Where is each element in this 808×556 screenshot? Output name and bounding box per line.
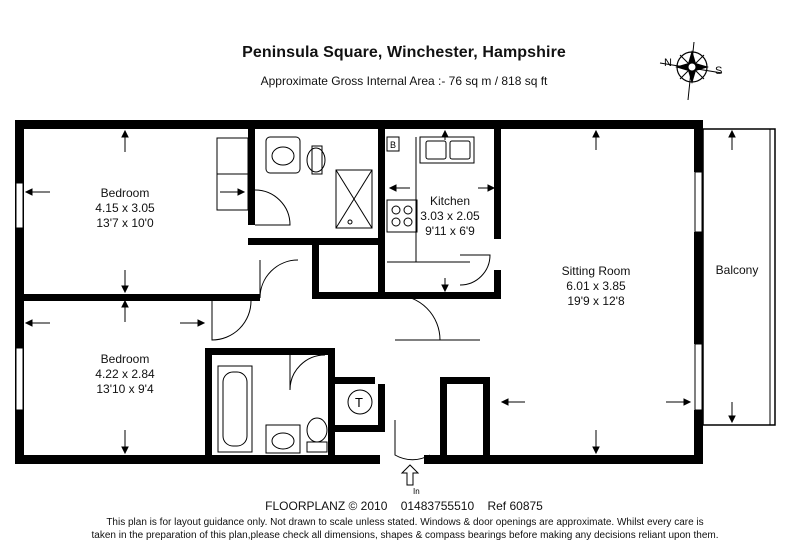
disclaimer-line-1: This plan is for layout guidance only. Not drawn to scale unless stated. Windows & door openings are approximate. Whilst every care is [106, 517, 704, 528]
entrance-label: In [413, 487, 420, 496]
room-label-sitting-room [526, 264, 666, 309]
gross-area: Approximate Gross Internal Area :- 76 sq m / 818 sq ft [260, 74, 548, 88]
sitting-room-imperial: 19'9 x 12'8 [567, 294, 625, 308]
room-label-balcony [704, 263, 770, 278]
room-label-bedroom-1 [70, 186, 180, 231]
cupboard-marker: T [355, 395, 363, 410]
bedroom-2-metric: 4.22 x 2.84 [95, 367, 155, 381]
wardrobe [217, 138, 248, 210]
upper-bathroom-fixtures [266, 137, 372, 228]
bedroom-2-name: Bedroom [100, 352, 150, 366]
kitchen-metric: 3.03 x 2.05 [420, 209, 480, 223]
bedroom-1-imperial: 13'7 x 10'0 [96, 216, 154, 230]
room-label-bedroom-2 [70, 352, 180, 397]
room-label-kitchen [400, 194, 500, 239]
internal-walls [24, 129, 501, 464]
entrance-icon [402, 465, 420, 496]
kitchen-imperial: 9'11 x 6'9 [425, 224, 475, 238]
disclaimer [55, 516, 755, 542]
bedroom-2-imperial: 13'10 x 9'4 [96, 382, 154, 396]
kitchen-name: Kitchen [429, 194, 471, 208]
bedroom-1-metric: 4.15 x 3.05 [95, 201, 155, 215]
sitting-room-name: Sitting Room [561, 264, 631, 278]
boiler-marker: B [390, 140, 397, 150]
lower-bathroom-fixtures [218, 366, 327, 453]
balcony-name: Balcony [715, 263, 759, 277]
cupboard-t [348, 390, 372, 414]
disclaimer-line-2: taken in the preparation of this plan,please check all dimensions, shapes & compass bearings before making any decisions reliant upon them. [91, 530, 719, 541]
compass-s: S [715, 65, 723, 77]
footer-brand: FLOORPLANZ © 2010 01483755510 Ref 60875 [265, 499, 543, 513]
plan-title: Peninsula Square, Winchester, Hampshire [242, 44, 566, 61]
compass-icon [660, 42, 722, 100]
bedroom-1-name: Bedroom [100, 186, 150, 200]
sitting-room-metric: 6.01 x 3.85 [566, 279, 626, 293]
compass-n: N [664, 57, 672, 69]
